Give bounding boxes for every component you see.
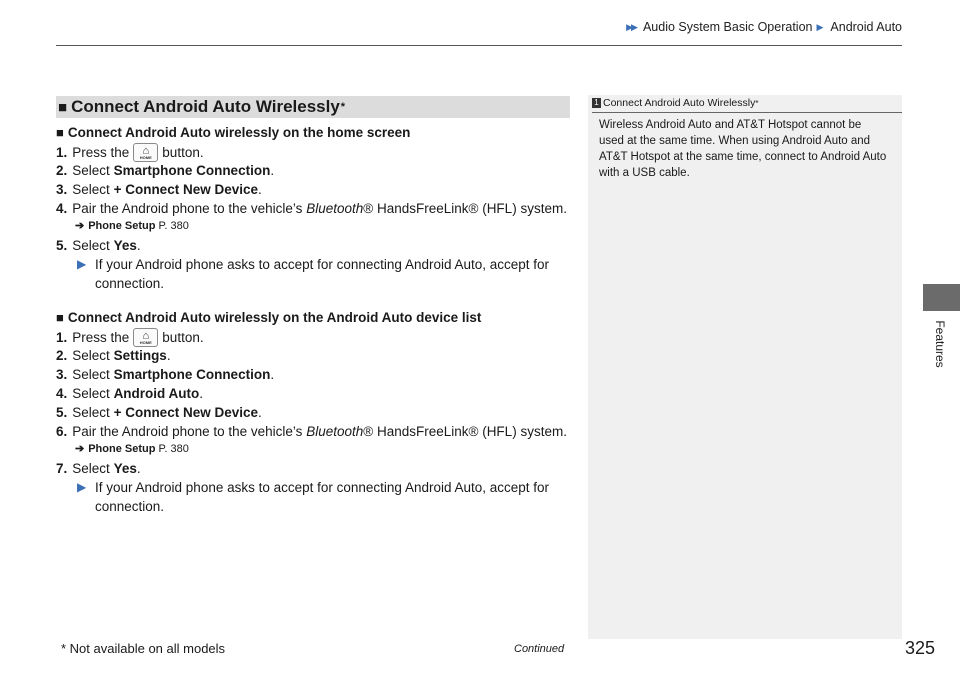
home-button-icon: ⌂ HOME xyxy=(133,328,158,347)
step-2: 2. Select Settings . xyxy=(56,348,171,363)
step-result: ▶ If your Android phone asks to accept for connecting Android Auto, accept for connection. xyxy=(77,257,550,291)
step-5: 5. Select + Connect New Device . xyxy=(56,405,262,420)
step-6: 6. Pair the Android phone to the vehicle’s Bluetooth ® HandsFreeLink® (HFL) system. xyxy=(56,424,567,439)
step-result: ▶ If your Android phone asks to accept for connecting Android Auto, accept for connection. xyxy=(77,480,550,514)
step-7: 7. Select Yes . xyxy=(56,461,141,476)
square-bullet-icon: ■ xyxy=(58,98,68,116)
home-button-icon: ⌂ HOME xyxy=(133,143,158,162)
notes-divider xyxy=(592,112,902,113)
footnote: * Not available on all models xyxy=(61,641,226,656)
step-4: 4. Pair the Android phone to the vehicle’s Bluetooth ® HandsFreeLink® (HFL) system. xyxy=(56,201,567,216)
step-5: 5. Select Yes . xyxy=(56,238,141,253)
breadcrumb-item-android-auto[interactable]: Android Auto xyxy=(830,20,902,34)
header-divider xyxy=(56,45,902,46)
step-3: 3. Select + Connect New Device . xyxy=(56,182,262,197)
cross-reference-link[interactable]: ➔ Phone Setup P. 380 xyxy=(75,219,189,232)
result-arrow-icon: ▶ xyxy=(77,257,87,271)
cross-reference-link[interactable]: ➔ Phone Setup P. 380 xyxy=(75,442,189,455)
subsection-heading-home-screen: ■ Connect Android Auto wirelessly on the home screen xyxy=(56,125,411,140)
notes-body: Wireless Android Auto and AT&T Hotspot cannot be used at the same time. When using Android Auto and AT&T Hotspot at the same time, connect to Android Auto with a USB cable. xyxy=(599,119,887,179)
step-2: 2. Select Smartphone Connection . xyxy=(56,163,275,178)
double-arrow-icon: ▶▶ xyxy=(626,21,636,32)
notes-title: 1 Connect Android Auto Wirelessly * xyxy=(592,97,758,109)
page-number: 325 xyxy=(905,638,936,658)
step-1: 1. Press the ⌂ HOME button. xyxy=(56,328,204,347)
reference-arrow-icon: ➔ xyxy=(75,443,85,455)
breadcrumb xyxy=(626,20,902,34)
chapter-tab-marker[interactable] xyxy=(923,284,960,311)
continued-label: Continued xyxy=(514,643,565,655)
square-bullet-icon: ■ xyxy=(56,310,64,325)
subsection-heading-device-list: ■ Connect Android Auto wirelessly on the Android Auto device list xyxy=(56,310,482,325)
result-arrow-icon: ▶ xyxy=(77,480,87,494)
section-title: ■ Connect Android Auto Wirelessly * xyxy=(56,96,570,118)
chapter-tab-label[interactable]: Features xyxy=(933,320,947,368)
step-4: 4. Select Android Auto . xyxy=(56,386,204,401)
notes-panel xyxy=(588,95,902,639)
reference-arrow-icon: ➔ xyxy=(75,220,85,232)
step-3: 3. Select Smartphone Connection . xyxy=(56,367,275,382)
square-bullet-icon: ■ xyxy=(56,125,64,140)
step-1: 1. Press the ⌂ HOME button. xyxy=(56,143,204,162)
arrow-icon: ▶ xyxy=(816,21,824,32)
note-number-badge: 1 xyxy=(592,98,601,108)
breadcrumb-item-audio[interactable]: Audio System Basic Operation xyxy=(642,20,813,34)
